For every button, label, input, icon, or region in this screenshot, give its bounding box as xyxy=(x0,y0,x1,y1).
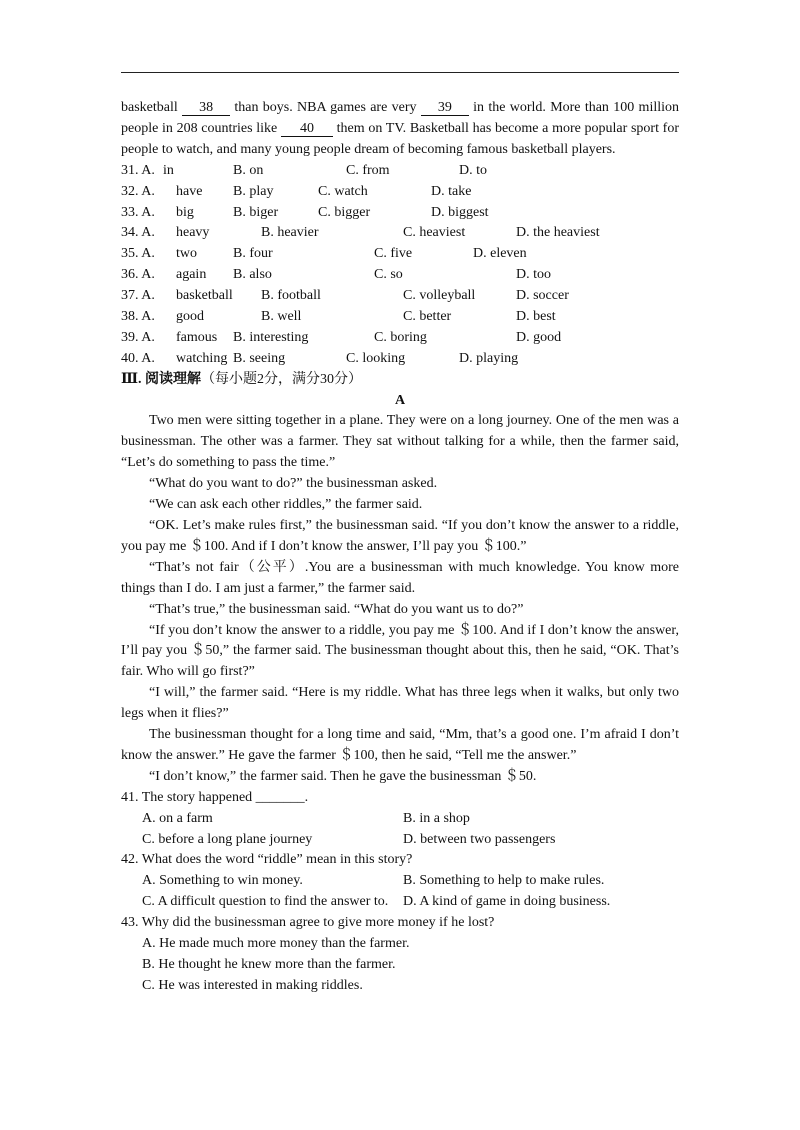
option-row xyxy=(121,830,679,851)
option-c[interactable]: C. before a long plane journey xyxy=(142,831,313,847)
option-c[interactable]: C. watch xyxy=(318,183,368,199)
option-b[interactable]: B. well xyxy=(261,308,302,324)
passage-label: A xyxy=(394,392,406,408)
option-c[interactable]: C. He was interested in making riddles. xyxy=(142,977,363,993)
reading-passage xyxy=(121,411,679,787)
passage-paragraph: “What do you want to do?” the businessman asked. xyxy=(149,476,438,492)
exam-page xyxy=(121,98,679,997)
passage-paragraph: “OK. Let’s make rules first,” the businessman said. “If you don’t know the answer to a riddle, you pay me ＄100. And if I don’t know the answer, I’ll pay you ＄100.” xyxy=(121,517,679,554)
question-42 xyxy=(121,850,679,913)
option-row-32 xyxy=(121,182,679,203)
question-stem: 42. What does the word “riddle” mean in this story? xyxy=(121,852,413,868)
option-a[interactable]: heavy xyxy=(176,225,210,241)
option-d[interactable]: D. to xyxy=(459,162,487,178)
option-a[interactable]: two xyxy=(176,246,197,262)
question-number: 31. A. xyxy=(121,162,155,178)
option-row-36 xyxy=(121,265,679,286)
option-a[interactable]: again xyxy=(176,267,207,283)
option-c[interactable]: C. A difficult question to find the answer to. xyxy=(142,894,389,910)
question-number: 37. A. xyxy=(121,288,155,304)
section-score-note: （每小题2分，满分30分） xyxy=(201,371,363,387)
option-row-34 xyxy=(121,223,679,244)
passage-paragraph: “I will,” the farmer said. “Here is my riddle. What has three legs when it walks, but only two legs when it flies?” xyxy=(121,685,679,722)
option-b[interactable]: B. play xyxy=(233,183,274,199)
option-row xyxy=(121,976,679,997)
header-rule xyxy=(121,72,679,73)
passage-text: in the world. More than 100 million people in 208 countries like xyxy=(121,100,680,136)
option-a[interactable]: watching xyxy=(176,350,228,366)
option-a[interactable]: big xyxy=(176,204,194,220)
cloze-passage-tail xyxy=(121,98,679,161)
blank-39[interactable]: 39 xyxy=(421,101,469,116)
blank-38[interactable]: 38 xyxy=(182,101,230,116)
question-stem: 43. Why did the businessman agree to give more money if he lost? xyxy=(121,915,495,931)
passage-paragraph: “That’s not fair（公平）.You are a businessman with much knowledge. You know more things than I do. I am just a farmer,” the farmer said. xyxy=(121,559,679,596)
passage-text: than boys. NBA games are very xyxy=(230,100,421,115)
option-d[interactable]: D. between two passengers xyxy=(403,831,556,847)
option-a[interactable]: in xyxy=(163,162,174,178)
option-c[interactable]: C. better xyxy=(403,308,452,324)
question-stem: 41. The story happened _______. xyxy=(121,789,309,805)
option-c[interactable]: C. boring xyxy=(374,329,427,345)
section-title xyxy=(121,370,679,391)
option-c[interactable]: C. volleyball xyxy=(403,288,476,304)
option-d[interactable]: D. too xyxy=(516,267,551,283)
passage-text: basketball xyxy=(121,100,183,115)
option-a[interactable]: have xyxy=(176,183,203,199)
option-a[interactable]: famous xyxy=(176,329,218,345)
option-b[interactable]: B. seeing xyxy=(233,350,286,366)
option-a[interactable]: good xyxy=(176,308,204,324)
option-d[interactable]: D. good xyxy=(516,329,562,345)
question-41 xyxy=(121,788,679,851)
option-a[interactable]: basketball xyxy=(176,288,233,304)
option-b[interactable]: B. in a shop xyxy=(403,810,470,826)
option-d[interactable]: D. best xyxy=(516,308,556,324)
option-row-40 xyxy=(121,349,679,370)
passage-text: them on TV. Basketball has become a more popular sport for people to watch, and many young people dream of becoming famous basketball players. xyxy=(121,120,679,157)
option-b[interactable]: B. on xyxy=(233,162,264,178)
option-c[interactable]: C. so xyxy=(374,267,403,283)
option-c[interactable]: C. five xyxy=(374,246,413,262)
option-row xyxy=(121,892,679,913)
option-b[interactable]: B. four xyxy=(233,246,273,262)
question-43 xyxy=(121,913,679,997)
question-number: 36. A. xyxy=(121,267,155,283)
question-number: 39. A. xyxy=(121,329,155,345)
option-row-31 xyxy=(121,161,679,182)
option-d[interactable]: D. eleven xyxy=(473,246,527,262)
option-d[interactable]: D. A kind of game in doing business. xyxy=(403,894,611,910)
passage-paragraph: “If you don’t know the answer to a riddle, you pay me ＄100. And if I don’t know the answer, I’ll pay you ＄50,” the farmer said. The businessman thought about this, then he said, “OK. That’s fair. Who will go first?” xyxy=(121,622,679,680)
option-b[interactable]: B. heavier xyxy=(261,225,319,241)
question-number: 40. A. xyxy=(121,350,155,366)
option-c[interactable]: C. bigger xyxy=(318,204,371,220)
option-d[interactable]: D. soccer xyxy=(516,288,569,304)
option-row xyxy=(121,934,679,955)
question-number: 33. A. xyxy=(121,204,155,220)
option-a[interactable]: A. on a farm xyxy=(142,810,213,826)
option-d[interactable]: D. take xyxy=(431,183,472,199)
question-number: 35. A. xyxy=(121,246,155,262)
option-d[interactable]: D. the heaviest xyxy=(516,225,600,241)
option-row-33 xyxy=(121,203,679,224)
option-row-35 xyxy=(121,244,679,265)
option-row-37 xyxy=(121,286,679,307)
section-heading: Ⅲ. 阅读理解 xyxy=(121,371,202,387)
option-b[interactable]: B. biger xyxy=(233,204,279,220)
option-row xyxy=(121,809,679,830)
option-c[interactable]: C. from xyxy=(346,162,390,178)
option-a[interactable]: A. Something to win money. xyxy=(142,873,303,889)
question-number: 32. A. xyxy=(121,183,155,199)
question-number: 38. A. xyxy=(121,308,155,324)
option-a[interactable]: A. He made much more money than the farmer. xyxy=(142,936,410,952)
option-c[interactable]: C. heaviest xyxy=(403,225,466,241)
option-b[interactable]: B. also xyxy=(233,267,272,283)
passage-paragraph: “I don’t know,” the farmer said. Then he gave the businessman ＄50. xyxy=(149,768,537,784)
option-row-39 xyxy=(121,328,679,349)
option-d[interactable]: D. playing xyxy=(459,350,519,366)
option-b[interactable]: B. interesting xyxy=(233,329,309,345)
option-b[interactable]: B. football xyxy=(261,288,321,304)
option-row xyxy=(121,871,679,892)
passage-paragraph: “We can ask each other riddles,” the farmer said. xyxy=(149,497,423,513)
cloze-options xyxy=(121,161,679,370)
option-row-38 xyxy=(121,307,679,328)
option-c[interactable]: C. looking xyxy=(346,350,406,366)
passage-paragraph: The businessman thought for a long time and said, “Mm, that’s a good one. I’m afraid I don’t know the answer.” He gave the farmer ＄100, then he said, “Tell me the answer.” xyxy=(121,727,679,763)
passage-paragraph: Two men were sitting together in a plane. They were on a long journey. One of the men was a businessman. The other was a farmer. They sat without talking for a while, then the farmer said, “Let’s do something to pass the time.” xyxy=(121,413,679,471)
option-b[interactable]: B. Something to help to make rules. xyxy=(403,873,605,889)
passage-paragraph: “That’s true,” the businessman said. “What do you want us to do?” xyxy=(149,601,524,617)
blank-40[interactable]: 40 xyxy=(281,122,333,137)
option-row xyxy=(121,955,679,976)
option-d[interactable]: D. biggest xyxy=(431,204,489,220)
option-b[interactable]: B. He thought he knew more than the farmer. xyxy=(142,956,396,972)
question-number: 34. A. xyxy=(121,225,155,241)
